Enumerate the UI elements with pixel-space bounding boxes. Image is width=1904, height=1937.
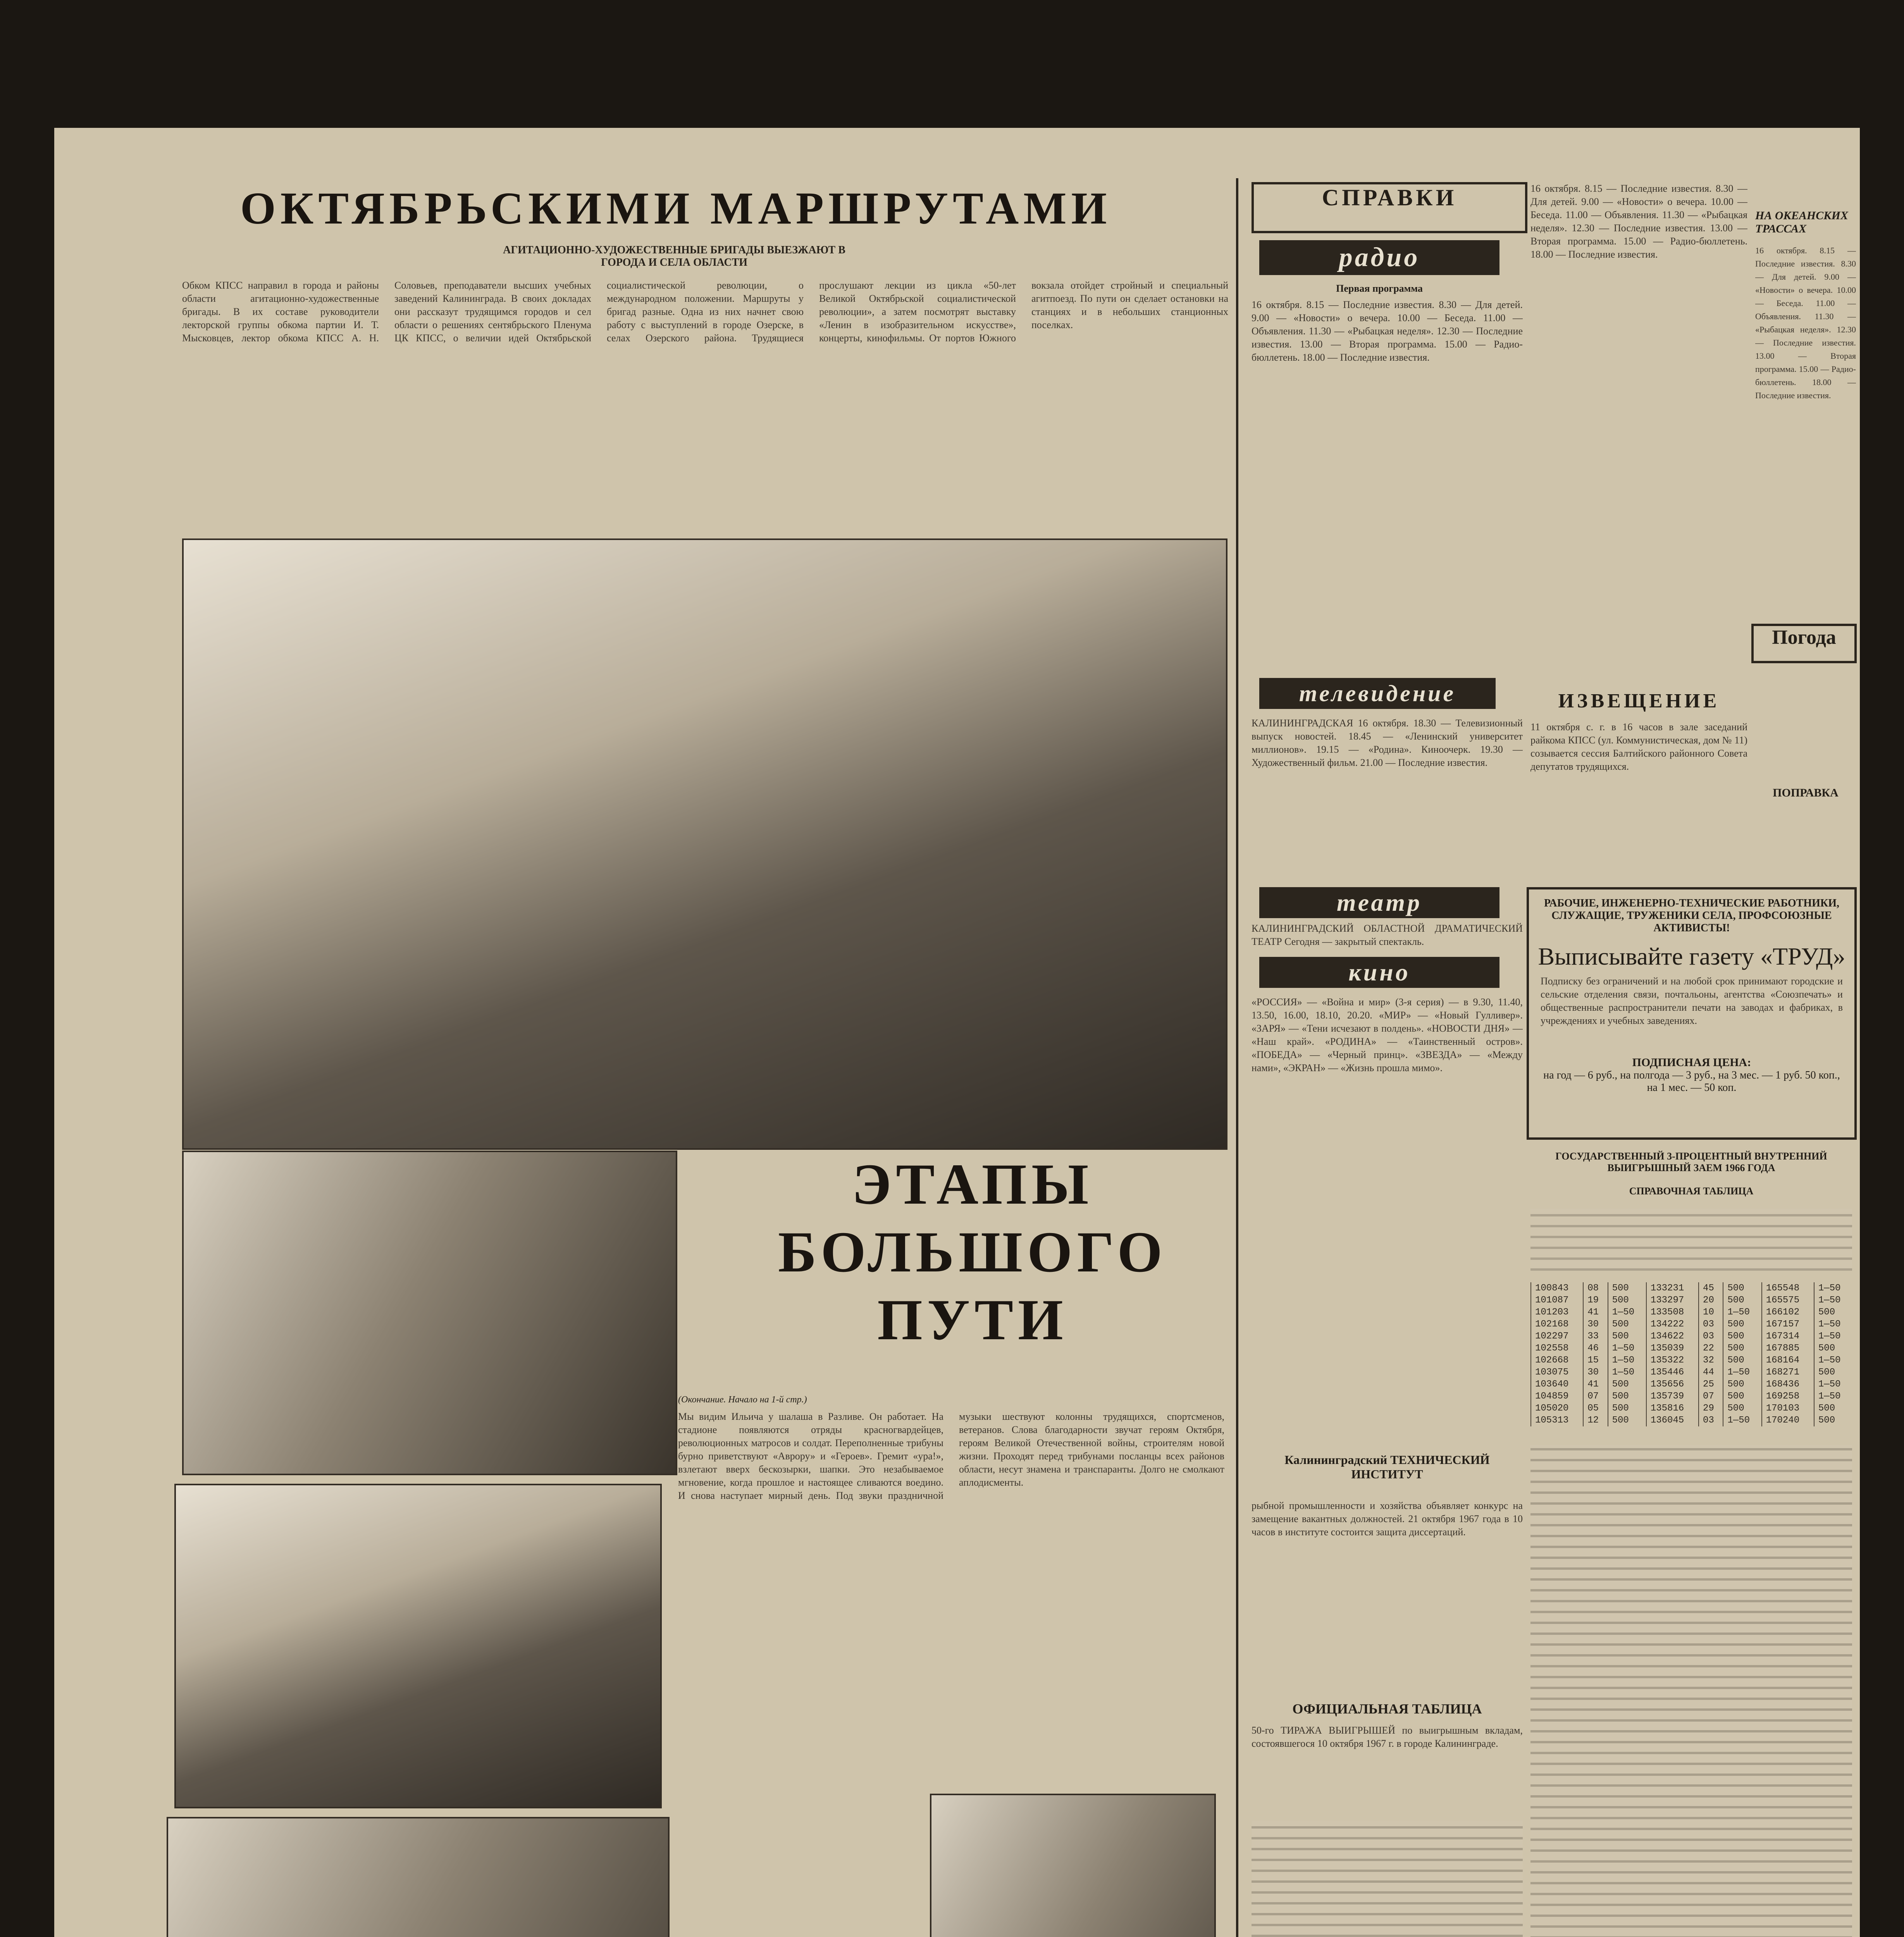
loan-table-row (1531, 1390, 1852, 1402)
loan-table-cell: 25 (1699, 1378, 1723, 1390)
loan-table-cell: 1—50 (1814, 1330, 1852, 1342)
loan-table-row (1531, 1294, 1852, 1306)
loan-table-cell: 500 (1814, 1402, 1852, 1414)
loan-table-row (1531, 1282, 1852, 1294)
loan-table-cell: 100843 (1531, 1282, 1583, 1294)
loan-table-cell: 102558 (1531, 1342, 1583, 1354)
column-divider (1236, 178, 1238, 1937)
loan-table-cell: 170240 (1762, 1414, 1814, 1426)
loan-table-cell: 20 (1699, 1294, 1723, 1306)
loan-table-cell: 167157 (1762, 1318, 1814, 1330)
loan-table-cell: 170103 (1762, 1402, 1814, 1414)
main-headline-line-3: ПУТИ (877, 1288, 1068, 1352)
loan-table-cell: 133508 (1646, 1306, 1699, 1318)
loan-table-cell: 08 (1583, 1282, 1608, 1294)
loan-table-cell: 500 (1723, 1330, 1761, 1342)
loan-table-cell: 500 (1814, 1366, 1852, 1378)
izveshchenie-title: ИЗВЕЩЕНИЕ (1558, 690, 1720, 712)
loan-table-cell: 500 (1608, 1330, 1646, 1342)
trud-text: Подписку без ограничений и на любой срок принимают городские и сельские отделения связи, почтальоны, агентства «Союзпечать» и общественные распространители печати на заводах и фабриках, в учреждениях и учебных заведениях. (1541, 975, 1843, 1026)
loan-title: ГОСУДАРСТВЕННЫЙ 3-ПРОЦЕНТНЫЙ ВНУТРЕННИЙ ВЫИГРЫШНЫЙ ЗАЕМ 1966 ГОДА (1555, 1151, 1827, 1173)
tv-label: телевидение (1259, 678, 1496, 709)
top-story-body: Обком КПСС направил в города и районы области агитационно-художественные бригады. В их составе руководители лекторской группы обкома партии И. Т. Мысковцев, лектор обкома КПСС А. Н. Соловьев, преподаватели высших учебных заведений Калининграда. В своих докладах они рассказут трудящимся городов и сел области о решениях сентябрьского Пленума ЦК КПСС, о величии идей Октябрьской социалистической революции, о международном положении. Маршруты у бригад разные. Одна из них начнет свою работу с выступлений в городе Озерске, в селах Озерского района. Трудящиеся прослушают лекции из цикла «50-лет Великой Октябрьской социалистической революции», а затем посмотрят выставку «Ленин в изобразительном искусстве», концерты, кинофильмы. От портов Южного вокзала отойдет стройный и специальный агитпоезд. По пути он сделает остановки на станциях и в небольших станционных поселках. (182, 280, 1228, 344)
radio-text: 16 октября. 8.15 — Последние известия. 8.30 — Для детей. 9.00 — «Новости» о вечера. 10.00 — Беседа. 11.00 — Объявления. 11.30 — «Рыбацкая неделя». 12.30 — Последние известия. 13.00 — Вторая программа. 15.00 — Радио-бюллетень. 18.00 — Последние известия. (1252, 299, 1523, 363)
parade-photo (174, 1484, 662, 1808)
loan-table-cell: 1—50 (1814, 1378, 1852, 1390)
loan-table-cell: 03 (1699, 1414, 1723, 1426)
popravka-title: ПОПРАВКА (1773, 786, 1839, 799)
loan-table-cell: 1—50 (1723, 1414, 1761, 1426)
loan-table-cell: 1—50 (1608, 1354, 1646, 1366)
loan-table-cell: 103640 (1531, 1378, 1583, 1390)
loan-table-cell: 45 (1699, 1282, 1723, 1294)
loan-table-cell: 46 (1583, 1342, 1608, 1354)
spravki-box (1252, 182, 1527, 233)
loan-table-cell: 22 (1699, 1342, 1723, 1354)
loan-table-cell: 500 (1608, 1414, 1646, 1426)
loan-table-cell: 500 (1608, 1294, 1646, 1306)
loan-table-cell: 1—50 (1814, 1318, 1852, 1330)
loan-table-cell: 500 (1723, 1282, 1761, 1294)
loan-table-cell: 133297 (1646, 1294, 1699, 1306)
monument-photo (930, 1794, 1216, 1937)
teatr-label: театр (1259, 887, 1499, 918)
loan-table-cell: 500 (1814, 1414, 1852, 1426)
loan-table-cell: 500 (1723, 1378, 1761, 1390)
loan-table-row (1531, 1330, 1852, 1342)
newspaper-page (54, 128, 1860, 1937)
tech-title: Калининградский ТЕХНИЧЕСКИЙ ИНСТИТУТ (1284, 1453, 1490, 1481)
ceremony-photo (182, 1151, 677, 1475)
loan-table-cell: 136045 (1646, 1414, 1699, 1426)
loan-table-cell: 41 (1583, 1306, 1608, 1318)
izveshchenie-text: 11 октября с. г. в 16 часов в зале заседаний райкома КПСС (ул. Коммунистическая, дом № 11) созывается сессия Балтийского районного Совета депутатов трудящихся. (1530, 721, 1747, 772)
loan-table-cell: 1—50 (1608, 1306, 1646, 1318)
loan-table-cell: 500 (1608, 1390, 1646, 1402)
loan-table-cell: 500 (1723, 1294, 1761, 1306)
loan-table-row (1531, 1402, 1852, 1414)
loan-table-cell: 500 (1608, 1318, 1646, 1330)
loan-table-cell: 165575 (1762, 1294, 1814, 1306)
loan-table-cell: 41 (1583, 1378, 1608, 1390)
radio-text-2: 16 октября. 8.15 — Последние известия. 8.30 — Для детей. 9.00 — «Новости» о вечера. 10.00 — Беседа. 11.00 — Объявления. 11.30 — «Рыбацкая неделя». 12.30 — Последние известия. 13.00 — Вторая программа. 15.00 — Радио-бюллетень. 18.00 — Последние известия. (1530, 183, 1747, 260)
loan-table-cell: 168271 (1762, 1366, 1814, 1378)
loan-table-cell: 102297 (1531, 1330, 1583, 1342)
loan-table-cell: 169258 (1762, 1390, 1814, 1402)
loan-table-cell: 1—50 (1814, 1282, 1852, 1294)
main-headline-line-1: ЭТАПЫ (852, 1152, 1093, 1216)
loan-table-cell: 29 (1699, 1402, 1723, 1414)
loan-table-cell: 1—50 (1608, 1342, 1646, 1354)
loan-table-cell: 500 (1723, 1318, 1761, 1330)
trud-intro: РАБОЧИЕ, ИНЖЕНЕРНО-ТЕХНИЧЕСКИЕ РАБОТНИКИ, СЛУЖАЩИЕ, ТРУЖЕНИКИ СЕЛА, ПРОФСОЮЗНЫЕ АКТИВИСТЫ! (1544, 897, 1839, 934)
loan-table-cell: 165548 (1762, 1282, 1814, 1294)
loan-header-image (1530, 1209, 1852, 1271)
kino-label: кино (1259, 957, 1499, 988)
main-intro: (Окончание. Начало на 1-й стр.) (678, 1395, 807, 1405)
loan-table-cell: 1—50 (1814, 1390, 1852, 1402)
pogoda-title: Погода (1772, 626, 1836, 649)
loan-table-cell: 1—50 (1723, 1366, 1761, 1378)
teatr-text: КАЛИНИНГРАДСКИЙ ОБЛАСТНОЙ ДРАМАТИЧЕСКИЙ ТЕАТР Сегодня — закрытый спектакль. (1252, 923, 1523, 947)
loan-table-cell: 105020 (1531, 1402, 1583, 1414)
loan-table-cell: 135039 (1646, 1342, 1699, 1354)
loan-table-cell: 167885 (1762, 1342, 1814, 1354)
loan-table-row (1531, 1318, 1852, 1330)
loan-table-cell: 500 (1608, 1378, 1646, 1390)
loan-table-cell: 05 (1583, 1402, 1608, 1414)
loan-table-cell: 1—50 (1814, 1354, 1852, 1366)
loan-table-cell: 135739 (1646, 1390, 1699, 1402)
loan-table-cell: 07 (1583, 1390, 1608, 1402)
loan-table-cell: 135322 (1646, 1354, 1699, 1366)
loan-table-cell: 500 (1608, 1282, 1646, 1294)
official-title: ОФИЦИАЛЬНАЯ ТАБЛИЦА (1292, 1701, 1482, 1717)
loan-table-cell: 33 (1583, 1330, 1608, 1342)
tv-text: КАЛИНИНГРАДСКАЯ 16 октября. 18.30 — Телевизионный выпуск новостей. 18.45 — «Ленинский университет миллионов». 19.15 — «Родина». Киноочерк. 19.30 — Художественный фильм. 21.00 — Последние известия. (1252, 717, 1523, 768)
loan-table-cell: 44 (1699, 1366, 1723, 1378)
trud-price-title: ПОДПИСНАЯ ЦЕНА: (1632, 1056, 1751, 1069)
main-headline-line-2: БОЛЬШОГО (778, 1220, 1167, 1284)
top-subhead: АГИТАЦИОННО-ХУДОЖЕСТВЕННЫЕ БРИГАДЫ ВЫЕЗЖАЮТ В ГОРОДА И СЕЛА ОБЛАСТИ (503, 244, 845, 268)
official-table (1252, 1821, 1523, 1937)
stadium-photo (182, 538, 1227, 1150)
pogoda-box (1751, 624, 1857, 663)
veterans-photo (167, 1817, 670, 1937)
top-headline: ОКТЯБРЬСКИМИ МАРШРУТАМИ (240, 183, 1112, 234)
loan-table-cell: 101087 (1531, 1294, 1583, 1306)
loan-table-cell: 103075 (1531, 1366, 1583, 1378)
trud-title: Выписывайте газету «ТРУД» (1538, 943, 1845, 970)
loan-table-row (1531, 1378, 1852, 1390)
loan-table-cell: 133231 (1646, 1282, 1699, 1294)
loan-table-cell: 1—50 (1723, 1306, 1761, 1318)
loan-table-cell: 168436 (1762, 1378, 1814, 1390)
loan-table (1530, 1282, 1852, 1426)
loan-table-cell: 102168 (1531, 1318, 1583, 1330)
loan-table-cell: 500 (1723, 1390, 1761, 1402)
loan-table-cell: 102668 (1531, 1354, 1583, 1366)
loan-table-cell: 168164 (1762, 1354, 1814, 1366)
loan-table-cell: 166102 (1762, 1306, 1814, 1318)
loan-table-row (1531, 1414, 1852, 1426)
radio-label: радио (1259, 240, 1499, 275)
loan-table-cell: 03 (1699, 1330, 1723, 1342)
official-sub: 50-го ТИРАЖА ВЫИГРЫШЕЙ по выигрышным вкладам, состоявшегося 10 октября 1967 г. в городе Калининграде. (1252, 1725, 1523, 1749)
loan-table-cell: 30 (1583, 1366, 1608, 1378)
loan-table-cell: 500 (1723, 1354, 1761, 1366)
loan-table-cell: 07 (1699, 1390, 1723, 1402)
main-story-body: Мы видим Ильича у шалаша в Разливе. Он работает. На стадионе появляются отряды красногвардейцев, революционных матросов и солдат. Переполненные трибуны бурно приветствуют «Аврору» и «Героев». Гремит «ура!», взлетают вверх бескозырки, шапки. Это незабываемое мгновение, когда прошлое и настоящее сливаются воедино. И снова наступает мирный день. Под звуки праздничной музыки шествуют колонны трудящихся, спортсменов, ветеранов. Слова благодарности звучат героям Октября, героям Великой Отечественной войны, строителям новой жизни. Проходят перед трибунами посланцы всех районов области, несут знамена и транспаранты. Долго не смолкают аплодисменты. (678, 1411, 1224, 1501)
loan-table-row (1531, 1366, 1852, 1378)
loan-table-row (1531, 1342, 1852, 1354)
trud-price: на год — 6 руб., на полгода — 3 руб., на 3 мес. — 1 руб. 50 коп., на 1 мес. — 50 коп. (1543, 1069, 1840, 1094)
radio-program-title: Первая программа (1336, 283, 1423, 294)
loan-table-cell: 500 (1723, 1342, 1761, 1354)
trud-ad (1527, 887, 1857, 1140)
loan-table-cell: 135816 (1646, 1402, 1699, 1414)
loan-table-cell: 500 (1608, 1402, 1646, 1414)
loan-table-cell: 101203 (1531, 1306, 1583, 1318)
loan-table-cell: 1—50 (1814, 1294, 1852, 1306)
tech-text: рыбной промышленности и хозяйства объявляет конкурс на замещение вакантных должностей. 21 октября 1967 года в 10 часов в институте состоится защита диссертаций. (1252, 1500, 1523, 1538)
main-headline (740, 1151, 1205, 1354)
okean-title: НА ОКЕАНСКИХ ТРАССАХ (1755, 209, 1848, 235)
loan-table-cell: 32 (1699, 1354, 1723, 1366)
loan-table-cell: 104859 (1531, 1390, 1583, 1402)
loan-table-cell: 134222 (1646, 1318, 1699, 1330)
loan-table-row (1531, 1306, 1852, 1318)
loan-table-cell: 15 (1583, 1354, 1608, 1366)
loan-table-cell: 500 (1814, 1342, 1852, 1354)
loan-table-row (1531, 1354, 1852, 1366)
loan-table-cell: 12 (1583, 1414, 1608, 1426)
loan-table-cell: 135446 (1646, 1366, 1699, 1378)
loan-table-continued (1530, 1445, 1852, 1937)
loan-table-cell: 03 (1699, 1318, 1723, 1330)
okean-text: 16 октября. 8.15 — Последние известия. 8.30 — Для детей. 9.00 — «Новости» о вечера. 10.00 — Беседа. 11.00 — Объявления. 11.30 — «Рыбацкая неделя». 12.30 — Последние известия. 13.00 — Вторая программа. 15.00 — Радио-бюллетень. 18.00 — Последние известия. (1755, 246, 1856, 400)
loan-table-cell: 30 (1583, 1318, 1608, 1330)
loan-table-cell: 1—50 (1608, 1366, 1646, 1378)
loan-table-cell: 500 (1723, 1402, 1761, 1414)
kino-text: «РОССИЯ» — «Война и мир» (3-я серия) — в 9.30, 11.40, 13.50, 16.00, 18.10, 20.20. «МИР» — «Новый Гулливер». «ЗАРЯ» — «Тени исчезают в полдень». «НОВОСТИ ДНЯ» — «Наш край». «РОДИНА» — «Таинственный остров». «ПОБЕДА» — «Черный принц». «ЗВЕЗДА» — «Между нами», «ЭКРАН» — «Жизнь прошла мимо». (1252, 996, 1523, 1073)
loan-sub: СПРАВОЧНАЯ ТАБЛИЦА (1629, 1185, 1754, 1197)
loan-table-cell: 167314 (1762, 1330, 1814, 1342)
loan-table-cell: 10 (1699, 1306, 1723, 1318)
loan-header-grid (1530, 1209, 1852, 1271)
spravki-title: СПРАВКИ (1322, 185, 1457, 210)
loan-table-cell: 105313 (1531, 1414, 1583, 1426)
loan-table-cell: 135656 (1646, 1378, 1699, 1390)
loan-table-cell: 19 (1583, 1294, 1608, 1306)
loan-table-cell: 500 (1814, 1306, 1852, 1318)
loan-table-cell: 134622 (1646, 1330, 1699, 1342)
